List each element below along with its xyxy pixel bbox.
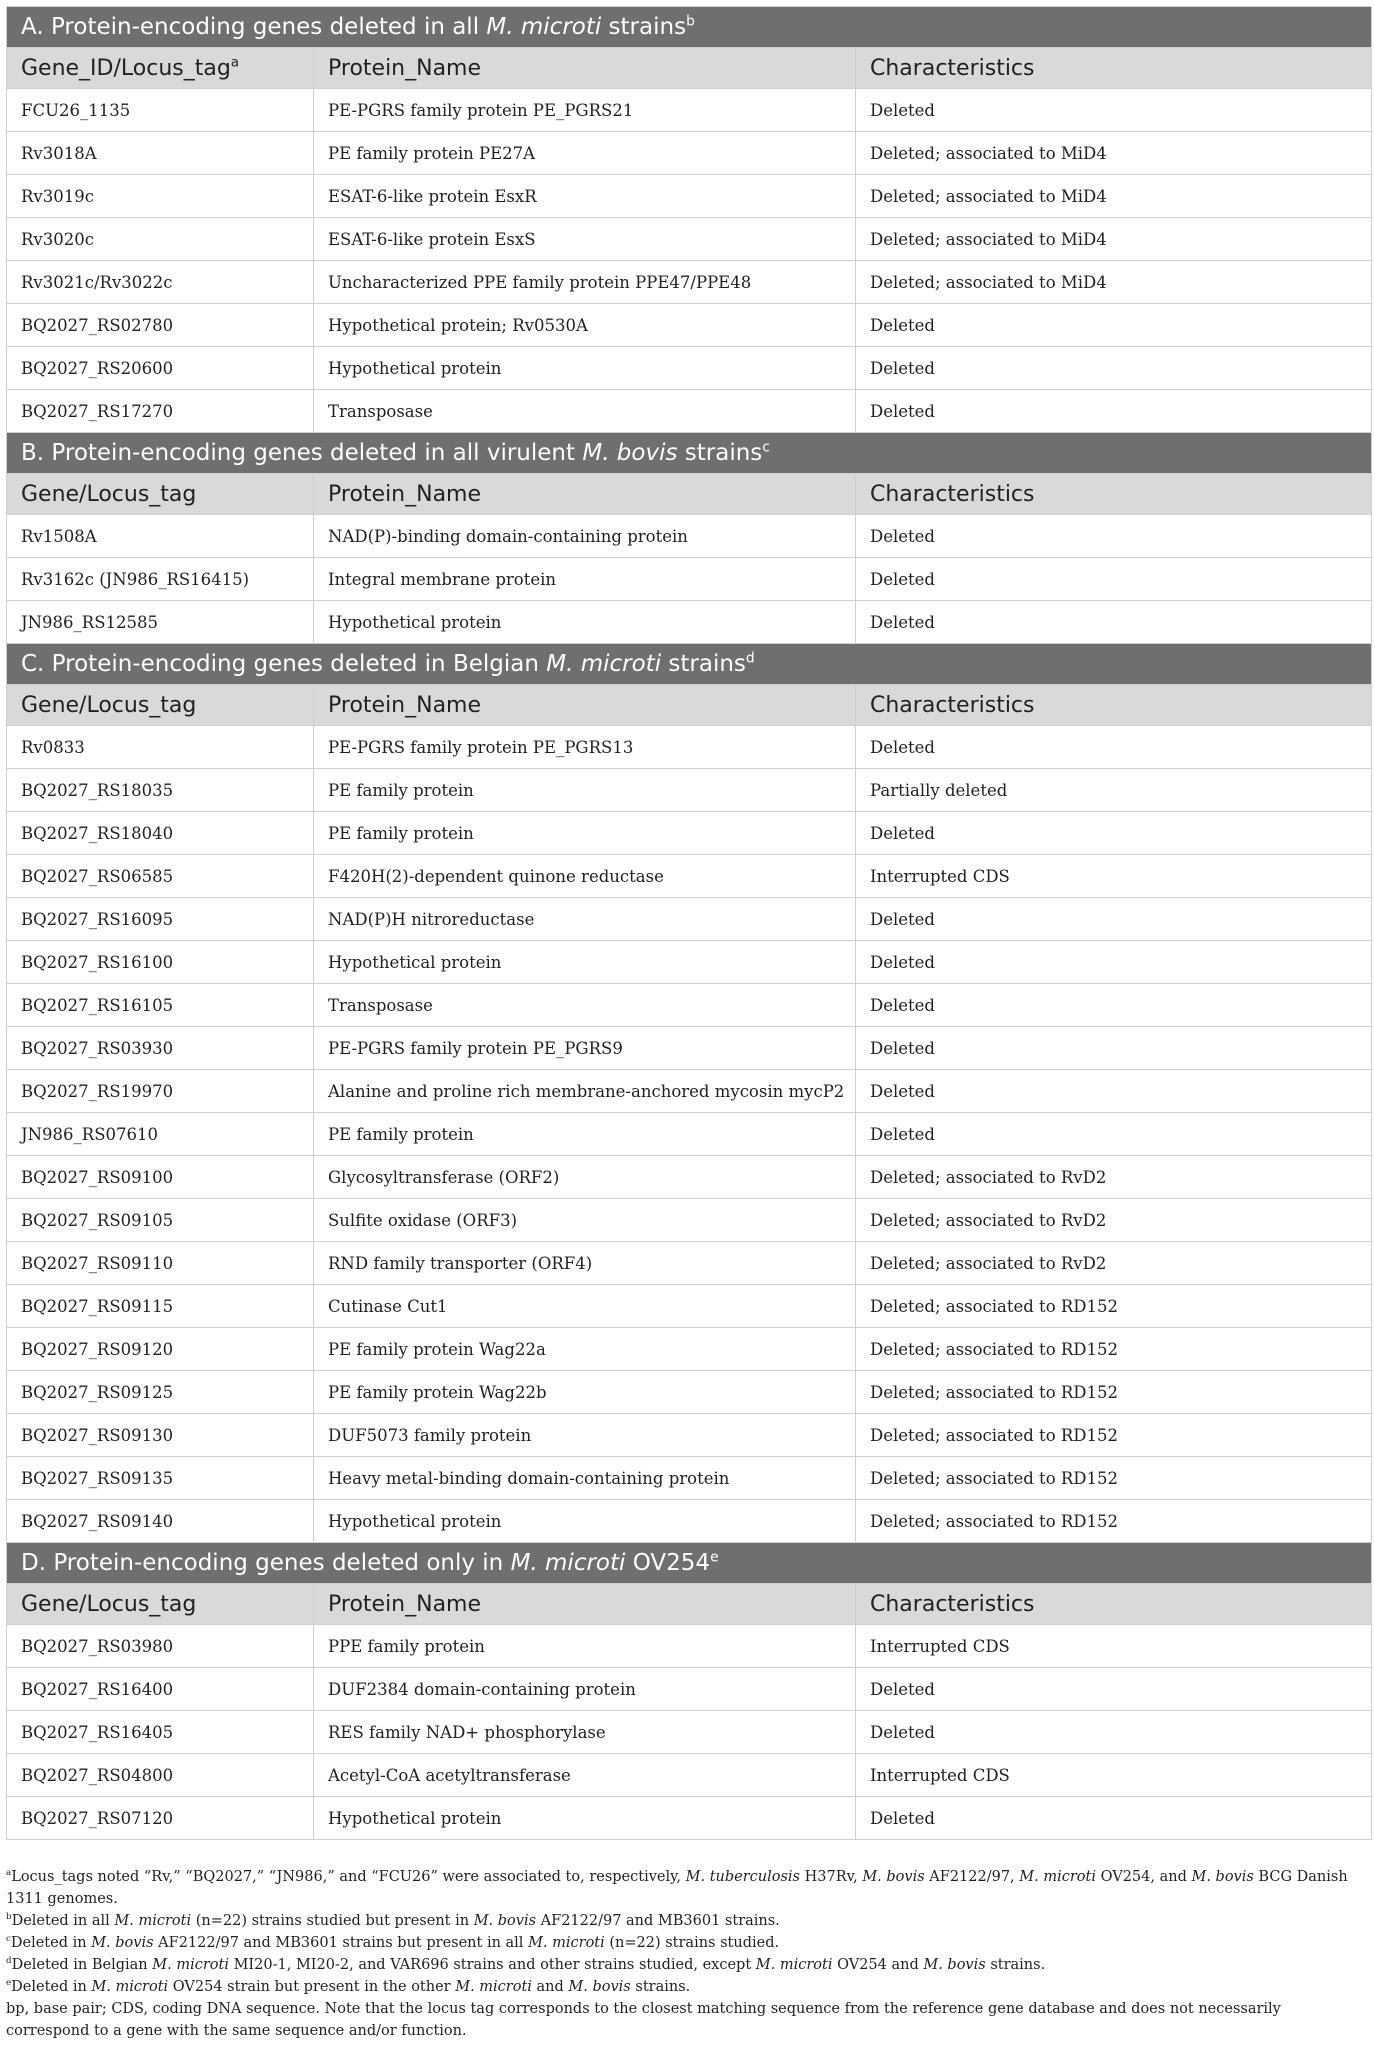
column-header-label: Characteristics bbox=[870, 1591, 1035, 1617]
characteristics-cell: Deleted bbox=[856, 1668, 1372, 1711]
table-footnotes bbox=[6, 1866, 1368, 2042]
section-title-footnote-mark: c bbox=[762, 439, 770, 456]
column-header-locus bbox=[7, 48, 314, 89]
section-title-row bbox=[7, 7, 1372, 48]
table-row bbox=[7, 515, 1372, 558]
column-header-protein bbox=[314, 1584, 856, 1625]
characteristics-cell: Deleted bbox=[856, 1797, 1372, 1840]
table-row bbox=[7, 601, 1372, 644]
protein-name-cell: Transposase bbox=[314, 984, 856, 1027]
section-title-prefix: D. Protein-encoding genes deleted only in bbox=[21, 1550, 511, 1576]
locus-tag-cell: Rv0833 bbox=[7, 726, 314, 769]
locus-tag-cell: BQ2027_RS09120 bbox=[7, 1328, 314, 1371]
table-row bbox=[7, 261, 1372, 304]
footnote-text: Deleted in bbox=[11, 1979, 92, 1995]
table-row bbox=[7, 1625, 1372, 1668]
protein-name-cell: DUF5073 family protein bbox=[314, 1414, 856, 1457]
footnote-text: Deleted in all bbox=[11, 1913, 115, 1929]
locus-tag-cell: JN986_RS07610 bbox=[7, 1113, 314, 1156]
footnote-mark: e bbox=[6, 1978, 12, 1989]
protein-name-cell: Transposase bbox=[314, 390, 856, 433]
footnote-species: M. bovis bbox=[862, 1869, 925, 1885]
locus-tag-cell: BQ2027_RS06585 bbox=[7, 855, 314, 898]
footnote-text: (n=22) strains studied but present in bbox=[191, 1913, 474, 1929]
locus-tag-cell: FCU26_1135 bbox=[7, 89, 314, 132]
footnote-mark: b bbox=[6, 1912, 12, 1923]
footnote-species: M. tuberculosis bbox=[685, 1869, 800, 1885]
characteristics-cell: Deleted bbox=[856, 89, 1372, 132]
table-row bbox=[7, 1711, 1372, 1754]
column-header-label: Protein_Name bbox=[328, 481, 482, 507]
footnote-text: MI20-1, MI20-2, and VAR696 strains and other strains studied, except bbox=[228, 1957, 756, 1973]
footnote bbox=[6, 1954, 1368, 1976]
locus-tag-cell: BQ2027_RS19970 bbox=[7, 1070, 314, 1113]
protein-name-cell: PPE family protein bbox=[314, 1625, 856, 1668]
characteristics-cell: Deleted bbox=[856, 390, 1372, 433]
protein-name-cell: RND family transporter (ORF4) bbox=[314, 1242, 856, 1285]
column-header-locus bbox=[7, 685, 314, 726]
footnote-text: AF2122/97 and MB3601 strains but present in all bbox=[153, 1935, 529, 1951]
footnote-text: OV254, and bbox=[1095, 1869, 1192, 1885]
characteristics-cell: Deleted; associated to MiD4 bbox=[856, 175, 1372, 218]
locus-tag-cell: BQ2027_RS16100 bbox=[7, 941, 314, 984]
locus-tag-cell: BQ2027_RS09140 bbox=[7, 1500, 314, 1543]
footnote-species: M. bovis bbox=[1191, 1869, 1254, 1885]
characteristics-cell: Deleted; associated to RvD2 bbox=[856, 1242, 1372, 1285]
footnote-species: M. microti bbox=[455, 1979, 532, 1995]
characteristics-cell: Interrupted CDS bbox=[856, 855, 1372, 898]
locus-tag-cell: BQ2027_RS18040 bbox=[7, 812, 314, 855]
table-row bbox=[7, 1371, 1372, 1414]
locus-tag-cell: BQ2027_RS16105 bbox=[7, 984, 314, 1027]
column-header-characteristics bbox=[856, 48, 1372, 89]
protein-name-cell: RES family NAD+ phosphorylase bbox=[314, 1711, 856, 1754]
section-title-suffix: OV254 bbox=[625, 1550, 711, 1576]
table-row bbox=[7, 390, 1372, 433]
column-header-label: Gene/Locus_tag bbox=[21, 1591, 197, 1617]
table-row bbox=[7, 769, 1372, 812]
footnote-text: Deleted in bbox=[10, 1935, 92, 1951]
table-row bbox=[7, 175, 1372, 218]
section-title-species: M. microti bbox=[546, 651, 662, 677]
protein-name-cell: DUF2384 domain-containing protein bbox=[314, 1668, 856, 1711]
footnote-text: BCG Danish 1311 genomes. bbox=[6, 1869, 1348, 1907]
section-title-species: M. microti bbox=[510, 1550, 626, 1576]
protein-name-cell: Hypothetical protein bbox=[314, 941, 856, 984]
column-header-footnote-mark: a bbox=[230, 55, 239, 71]
footnote-species: M. bovis bbox=[91, 1935, 154, 1951]
column-header-label: Gene_ID/Locus_tag bbox=[21, 55, 231, 81]
table-row bbox=[7, 347, 1372, 390]
section-title bbox=[7, 433, 1372, 474]
table-row bbox=[7, 1199, 1372, 1242]
deleted-genes-table bbox=[6, 6, 1372, 1840]
locus-tag-cell: JN986_RS12585 bbox=[7, 601, 314, 644]
table-row bbox=[7, 132, 1372, 175]
protein-name-cell: PE family protein Wag22a bbox=[314, 1328, 856, 1371]
protein-name-cell: PE family protein Wag22b bbox=[314, 1371, 856, 1414]
characteristics-cell: Deleted bbox=[856, 558, 1372, 601]
section-title-prefix: C. Protein-encoding genes deleted in Belgian bbox=[21, 651, 547, 677]
characteristics-cell: Deleted; associated to RvD2 bbox=[856, 1199, 1372, 1242]
protein-name-cell: Hypothetical protein bbox=[314, 1797, 856, 1840]
table-row bbox=[7, 984, 1372, 1027]
characteristics-cell: Deleted bbox=[856, 941, 1372, 984]
footnote-text: strains. bbox=[985, 1957, 1046, 1973]
table-row bbox=[7, 855, 1372, 898]
locus-tag-cell: Rv3018A bbox=[7, 132, 314, 175]
protein-name-cell: PE-PGRS family protein PE_PGRS21 bbox=[314, 89, 856, 132]
column-header-label: Protein_Name bbox=[328, 55, 482, 81]
column-header-label: Characteristics bbox=[870, 55, 1035, 81]
protein-name-cell: PE family protein bbox=[314, 1113, 856, 1156]
column-header-row bbox=[7, 685, 1372, 726]
section-title-suffix: strains bbox=[661, 651, 746, 677]
footnote bbox=[6, 1866, 1368, 1910]
table-row bbox=[7, 1070, 1372, 1113]
protein-name-cell: Glycosyltransferase (ORF2) bbox=[314, 1156, 856, 1199]
table-row bbox=[7, 1457, 1372, 1500]
protein-name-cell: ESAT-6-like protein EsxS bbox=[314, 218, 856, 261]
characteristics-cell: Deleted; associated to MiD4 bbox=[856, 132, 1372, 175]
footnote-mark: d bbox=[6, 1956, 12, 1967]
column-header-protein bbox=[314, 685, 856, 726]
protein-name-cell: PE family protein bbox=[314, 769, 856, 812]
table-row bbox=[7, 304, 1372, 347]
column-header-label: Protein_Name bbox=[328, 1591, 482, 1617]
column-header-label: Characteristics bbox=[870, 692, 1035, 718]
locus-tag-cell: Rv3019c bbox=[7, 175, 314, 218]
section-title bbox=[7, 7, 1372, 48]
characteristics-cell: Deleted bbox=[856, 1113, 1372, 1156]
characteristics-cell: Deleted bbox=[856, 1027, 1372, 1070]
protein-name-cell: Hypothetical protein bbox=[314, 347, 856, 390]
characteristics-cell: Deleted; associated to RD152 bbox=[856, 1414, 1372, 1457]
locus-tag-cell: Rv3162c (JN986_RS16415) bbox=[7, 558, 314, 601]
locus-tag-cell: BQ2027_RS09105 bbox=[7, 1199, 314, 1242]
characteristics-cell: Deleted; associated to RD152 bbox=[856, 1285, 1372, 1328]
column-header-characteristics bbox=[856, 474, 1372, 515]
protein-name-cell: Heavy metal-binding domain-containing protein bbox=[314, 1457, 856, 1500]
footnote-species: M. microti bbox=[91, 1979, 169, 1995]
protein-name-cell: NAD(P)H nitroreductase bbox=[314, 898, 856, 941]
table-row bbox=[7, 1797, 1372, 1840]
protein-name-cell: PE-PGRS family protein PE_PGRS9 bbox=[314, 1027, 856, 1070]
section-title-species: M. bovis bbox=[582, 440, 678, 466]
table-row bbox=[7, 1668, 1372, 1711]
footnote-text: OV254 strain but present in the other bbox=[168, 1979, 456, 1995]
footnote bbox=[6, 1910, 1368, 1932]
characteristics-cell: Deleted bbox=[856, 304, 1372, 347]
characteristics-cell: Deleted; associated to MiD4 bbox=[856, 218, 1372, 261]
column-header-row bbox=[7, 48, 1372, 89]
section-title-prefix: A. Protein-encoding genes deleted in all bbox=[21, 14, 487, 40]
characteristics-cell: Deleted; associated to RD152 bbox=[856, 1500, 1372, 1543]
locus-tag-cell: BQ2027_RS20600 bbox=[7, 347, 314, 390]
footnote-text: H37Rv, bbox=[800, 1869, 863, 1885]
section-title-footnote-mark: e bbox=[710, 1549, 719, 1566]
protein-name-cell: Hypothetical protein bbox=[314, 1500, 856, 1543]
footnote-text: Locus_tags noted “Rv,” “BQ2027,” “JN986,” and “FCU26” were associated to, respectively, bbox=[11, 1869, 686, 1885]
footnote-text: strains. bbox=[630, 1979, 691, 1995]
protein-name-cell: Alanine and proline rich membrane-anchored mycosin mycP2 bbox=[314, 1070, 856, 1113]
characteristics-cell: Deleted; associated to RD152 bbox=[856, 1457, 1372, 1500]
table-row bbox=[7, 1754, 1372, 1797]
section-title-prefix: B. Protein-encoding genes deleted in all virulent bbox=[21, 440, 583, 466]
characteristics-cell: Deleted; associated to MiD4 bbox=[856, 261, 1372, 304]
characteristics-cell: Interrupted CDS bbox=[856, 1625, 1372, 1668]
section-title-species: M. microti bbox=[486, 14, 602, 40]
characteristics-cell: Deleted bbox=[856, 347, 1372, 390]
footnote-text: and bbox=[531, 1979, 569, 1995]
section-title-footnote-mark: b bbox=[686, 13, 695, 30]
footnote-text: Deleted in Belgian bbox=[11, 1957, 153, 1973]
locus-tag-cell: BQ2027_RS07120 bbox=[7, 1797, 314, 1840]
protein-name-cell: Integral membrane protein bbox=[314, 558, 856, 601]
locus-tag-cell: BQ2027_RS02780 bbox=[7, 304, 314, 347]
locus-tag-cell: BQ2027_RS09100 bbox=[7, 1156, 314, 1199]
locus-tag-cell: BQ2027_RS04800 bbox=[7, 1754, 314, 1797]
column-header-label: Gene/Locus_tag bbox=[21, 692, 197, 718]
table-row bbox=[7, 1113, 1372, 1156]
characteristics-cell: Deleted bbox=[856, 601, 1372, 644]
section-title bbox=[7, 644, 1372, 685]
characteristics-cell: Deleted bbox=[856, 898, 1372, 941]
protein-name-cell: F420H(2)-dependent quinone reductase bbox=[314, 855, 856, 898]
locus-tag-cell: BQ2027_RS16405 bbox=[7, 1711, 314, 1754]
footnote-mark: c bbox=[6, 1934, 11, 1945]
characteristics-cell: Deleted; associated to RD152 bbox=[856, 1371, 1372, 1414]
column-header-label: Characteristics bbox=[870, 481, 1035, 507]
column-header-characteristics bbox=[856, 685, 1372, 726]
characteristics-cell: Interrupted CDS bbox=[856, 1754, 1372, 1797]
table-row bbox=[7, 1500, 1372, 1543]
table-row bbox=[7, 1285, 1372, 1328]
locus-tag-cell: BQ2027_RS09125 bbox=[7, 1371, 314, 1414]
protein-name-cell: ESAT-6-like protein EsxR bbox=[314, 175, 856, 218]
column-header-locus bbox=[7, 1584, 314, 1625]
characteristics-cell: Partially deleted bbox=[856, 769, 1372, 812]
characteristics-cell: Deleted; associated to RD152 bbox=[856, 1328, 1372, 1371]
footnote-species: M. bovis bbox=[923, 1957, 986, 1973]
locus-tag-cell: Rv3020c bbox=[7, 218, 314, 261]
characteristics-cell: Deleted bbox=[856, 726, 1372, 769]
protein-name-cell: PE family protein bbox=[314, 812, 856, 855]
footnote-mark: a bbox=[6, 1868, 12, 1879]
locus-tag-cell: BQ2027_RS16095 bbox=[7, 898, 314, 941]
table-row bbox=[7, 218, 1372, 261]
characteristics-cell: Deleted bbox=[856, 1711, 1372, 1754]
table-row bbox=[7, 941, 1372, 984]
locus-tag-cell: Rv3021c/Rv3022c bbox=[7, 261, 314, 304]
locus-tag-cell: BQ2027_RS09115 bbox=[7, 1285, 314, 1328]
locus-tag-cell: BQ2027_RS03930 bbox=[7, 1027, 314, 1070]
characteristics-cell: Deleted bbox=[856, 812, 1372, 855]
footnote-species: M. microti bbox=[114, 1913, 192, 1929]
characteristics-cell: Deleted bbox=[856, 515, 1372, 558]
footnote-text: OV254 and bbox=[832, 1957, 924, 1973]
table-row bbox=[7, 726, 1372, 769]
footnote-species: M. bovis bbox=[473, 1913, 537, 1929]
footnote-text: bp, base pair; CDS, coding DNA sequence. Note that the locus tag corresponds to the closest matching sequence from the reference gene database and does not necessarily correspond to a gene with the same sequence and/or function. bbox=[6, 2001, 1281, 2039]
section-title-row bbox=[7, 433, 1372, 474]
locus-tag-cell: BQ2027_RS17270 bbox=[7, 390, 314, 433]
section-title-suffix: strains bbox=[677, 440, 763, 466]
locus-tag-cell: Rv1508A bbox=[7, 515, 314, 558]
footnote bbox=[6, 1976, 1368, 1998]
column-header-label: Gene/Locus_tag bbox=[21, 481, 197, 507]
section-title-row bbox=[7, 644, 1372, 685]
column-header-protein bbox=[314, 474, 856, 515]
characteristics-cell: Deleted bbox=[856, 1070, 1372, 1113]
footnote-text: AF2122/97 and MB3601 strains. bbox=[536, 1913, 780, 1929]
column-header-characteristics bbox=[856, 1584, 1372, 1625]
protein-name-cell: Hypothetical protein; Rv0530A bbox=[314, 304, 856, 347]
column-header-row bbox=[7, 1584, 1372, 1625]
footnote-species: M. microti bbox=[528, 1935, 605, 1951]
locus-tag-cell: BQ2027_RS03980 bbox=[7, 1625, 314, 1668]
protein-name-cell: Hypothetical protein bbox=[314, 601, 856, 644]
protein-name-cell: Sulfite oxidase (ORF3) bbox=[314, 1199, 856, 1242]
section-title bbox=[7, 1543, 1372, 1584]
footnote bbox=[6, 1998, 1368, 2042]
footnote bbox=[6, 1932, 1368, 1954]
table-row bbox=[7, 89, 1372, 132]
footnote-species: M. microti bbox=[1019, 1869, 1096, 1885]
table-row bbox=[7, 1414, 1372, 1457]
footnote-text: AF2122/97, bbox=[924, 1869, 1020, 1885]
table-row bbox=[7, 898, 1372, 941]
protein-name-cell: PE-PGRS family protein PE_PGRS13 bbox=[314, 726, 856, 769]
section-title-footnote-mark: d bbox=[745, 650, 755, 667]
column-header-locus bbox=[7, 474, 314, 515]
section-title-row bbox=[7, 1543, 1372, 1584]
locus-tag-cell: BQ2027_RS09110 bbox=[7, 1242, 314, 1285]
footnote-species: M. microti bbox=[755, 1957, 833, 1973]
table-row bbox=[7, 558, 1372, 601]
column-header-protein bbox=[314, 48, 856, 89]
protein-name-cell: PE family protein PE27A bbox=[314, 132, 856, 175]
table-row bbox=[7, 812, 1372, 855]
footnote-text: (n=22) strains studied. bbox=[604, 1935, 780, 1951]
locus-tag-cell: BQ2027_RS09135 bbox=[7, 1457, 314, 1500]
protein-name-cell: Uncharacterized PPE family protein PPE47/PPE48 bbox=[314, 261, 856, 304]
section-title-suffix: strains bbox=[601, 14, 687, 40]
protein-name-cell: Acetyl-CoA acetyltransferase bbox=[314, 1754, 856, 1797]
footnote-species: M. bovis bbox=[568, 1979, 631, 1995]
characteristics-cell: Deleted bbox=[856, 984, 1372, 1027]
table-row bbox=[7, 1156, 1372, 1199]
column-header-row bbox=[7, 474, 1372, 515]
table-row bbox=[7, 1027, 1372, 1070]
footnote-species: M. microti bbox=[152, 1957, 229, 1973]
locus-tag-cell: BQ2027_RS16400 bbox=[7, 1668, 314, 1711]
column-header-label: Protein_Name bbox=[328, 692, 482, 718]
characteristics-cell: Deleted; associated to RvD2 bbox=[856, 1156, 1372, 1199]
protein-name-cell: NAD(P)-binding domain-containing protein bbox=[314, 515, 856, 558]
table-row bbox=[7, 1328, 1372, 1371]
protein-name-cell: Cutinase Cut1 bbox=[314, 1285, 856, 1328]
table-row bbox=[7, 1242, 1372, 1285]
locus-tag-cell: BQ2027_RS09130 bbox=[7, 1414, 314, 1457]
locus-tag-cell: BQ2027_RS18035 bbox=[7, 769, 314, 812]
